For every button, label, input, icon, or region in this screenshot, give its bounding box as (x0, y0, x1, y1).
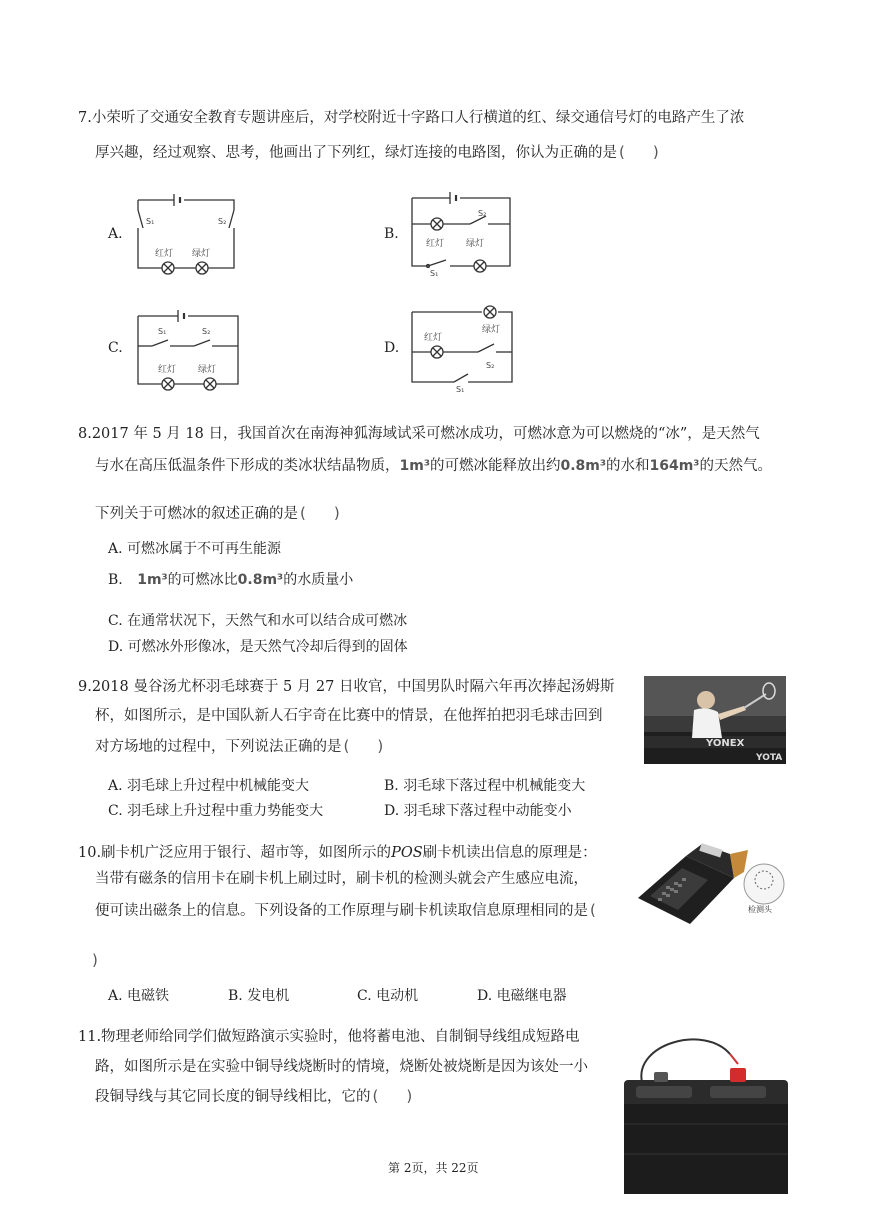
q8-option-d: D. 可燃冰外形像冰，是天然气冷却后得到的固体 (108, 639, 408, 655)
circuit-d-red-lamp-label: 红灯 (424, 333, 443, 343)
q10-paren-close-line (90, 950, 100, 971)
pos-detector-label: 检测头 (748, 905, 772, 914)
circuit-a-s1-label: S₁ (146, 217, 155, 226)
q9-option-a: A. 羽毛球上升过程中机械能变大 (108, 778, 310, 794)
q8-line2-c: 的水和 (606, 458, 650, 474)
q10-line1 (78, 843, 597, 863)
q9-line2: 杯，如图所示，是中国队新人石宇奇在比赛中的情景，在他挥拍把羽毛球击回到 (95, 708, 603, 724)
q10-pos-text: POS (391, 845, 423, 861)
circuit-diagram-c (130, 304, 246, 396)
q7-line2-text: 厚兴趣，经过观察、思考，他画出了下列红，绿灯连接的电路图，你认为正确的是 (95, 145, 617, 161)
badminton-player-photo (644, 676, 786, 764)
q7-option-b-label: B. (384, 226, 399, 242)
q9-line1: 9.2018 曼谷汤尤杯羽毛球赛于 5 月 27 日收官，中国男队时隔六年再次捧起汤姆斯 (78, 679, 615, 695)
q10-option-c: C. 电动机 (357, 988, 419, 1004)
car-battery-image (614, 1024, 798, 1196)
q10-option-a: A. 电磁铁 (108, 988, 170, 1004)
q11-line3 (95, 1086, 414, 1107)
q11-line1: 11.物理老师给同学们做短路演示实验时，他将蓄电池、自制铜导线组成短路电 (78, 1029, 580, 1045)
q10-line1-a: 10.刷卡机广泛应用于银行、超市等，如图所示的 (78, 845, 392, 861)
q8-option-b-unit-1m3: 1m³ (137, 572, 168, 588)
circuit-c-s1-label: S₁ (158, 327, 167, 336)
circuit-diagram-b (406, 188, 518, 278)
q8-unit-1m3: 1m³ (399, 458, 430, 474)
q8-option-b-end: 的水质量小 (283, 572, 354, 588)
circuit-a-s2-label: S₂ (218, 217, 227, 226)
circuit-b-green-lamp-label: 绿灯 (466, 239, 485, 249)
q8-option-b-unit-08m3: 0.8m³ (237, 572, 284, 588)
q8-option-b (108, 570, 353, 590)
pos-machine-image (630, 832, 790, 930)
q9-line3 (95, 736, 385, 757)
circuit-c-red-lamp-label: 红灯 (158, 365, 177, 375)
circuit-d-s2-label: S₂ (486, 361, 495, 370)
q8-line2-a: 与水在高压低温条件下形成的类冰状结晶物质， (95, 458, 400, 474)
q10-option-b: B. 发电机 (228, 988, 290, 1004)
q11-paren-open: ( (372, 1087, 379, 1105)
q8-line2 (95, 456, 772, 476)
circuit-b-red-lamp-label: 红灯 (426, 239, 445, 249)
q8-line2-b: 的可燃冰能释放出约 (429, 458, 561, 474)
circuit-b-s2-label: S₂ (478, 209, 487, 218)
q7-option-c-label: C. (108, 340, 123, 356)
q7-option-d-label: D. (384, 340, 400, 356)
q11-paren-close: ) (406, 1087, 413, 1105)
photo-sponsor-text-1: YONEX (706, 738, 745, 749)
q11-line3-text: 段铜导线与其它同长度的铜导线相比，它的 (95, 1089, 371, 1105)
q10-paren-close: ) (92, 951, 98, 969)
q7-paren-close: ) (652, 143, 659, 161)
q9-paren-open: ( (343, 737, 350, 755)
q11-line2: 路，如图所示是在实验中铜导线烧断时的情境，烧断处被烧断是因为该处一小 (95, 1059, 588, 1075)
q8-option-b-mid: 的可燃冰比 (167, 572, 238, 588)
q10-line2: 当带有磁条的信用卡在刷卡机上刷过时，刷卡机的检测头就会产生感应电流， (95, 871, 588, 887)
circuit-c-green-lamp-label: 绿灯 (198, 365, 217, 375)
page-footer: 第 2页，共 22页 (388, 1161, 479, 1175)
q8-option-a: A. 可燃冰属于不可再生能源 (108, 541, 282, 557)
photo-sponsor-text-2: YOTA (756, 753, 783, 763)
q8-paren-close: ) (333, 504, 340, 522)
q8-line1: 8.2017 年 5 月 18 日，我国首次在南海神狐海域试采可燃冰成功，可燃冰意为可以燃烧的“冰”，是天然气 (78, 426, 760, 442)
q9-option-d: D. 羽毛球下落过程中动能变小 (384, 803, 572, 819)
q9-paren-close: ) (377, 737, 384, 755)
q7-option-a-label: A. (108, 226, 123, 242)
q8-paren-open: ( (300, 504, 306, 522)
circuit-diagram-d (406, 300, 520, 394)
circuit-d-s1-label: S₁ (456, 385, 465, 394)
q8-unit-08m3: 0.8m³ (560, 458, 606, 474)
q7-line2 (95, 142, 661, 163)
circuit-a-green-lamp-label: 绿灯 (192, 249, 211, 259)
q10-line1-b: 刷卡机读出信息的原理是： (422, 845, 597, 861)
q10-option-d: D. 电磁继电器 (477, 988, 567, 1004)
q10-line3 (95, 900, 598, 921)
q10-paren-open: ( (590, 901, 596, 919)
q8-line3 (95, 503, 342, 524)
q9-option-b: B. 羽毛球下落过程中机械能变大 (384, 778, 586, 794)
q10-line3-text: 便可读出磁条上的信息。下列设备的工作原理与刷卡机读取信息原理相同的是 (95, 903, 588, 919)
circuit-a-red-lamp-label: 红灯 (155, 249, 174, 259)
q9-line3-text: 对方场地的过程中，下列说法正确的是 (95, 739, 342, 755)
q8-unit-164m3: 164m³ (649, 458, 700, 474)
circuit-c-s2-label: S₂ (202, 327, 211, 336)
circuit-b-s1-label: S₁ (430, 269, 439, 278)
q8-option-b-label: B. (108, 572, 123, 588)
q8-line3-text: 下列关于可燃冰的叙述正确的是 (95, 506, 298, 522)
q7-paren-open: ( (619, 143, 625, 161)
q9-option-c: C. 羽毛球上升过程中重力势能变大 (108, 803, 324, 819)
q7-line1: 7.小荣听了交通安全教育专题讲座后，对学校附近十字路口人行横道的红、绿交通信号灯的电路产生了浓 (78, 110, 745, 126)
circuit-d-green-lamp-label: 绿灯 (482, 325, 501, 335)
circuit-diagram-a (130, 188, 242, 280)
q8-option-c: C. 在通常状况下，天然气和水可以结合成可燃冰 (108, 613, 408, 629)
q8-line2-d: 的天然气。 (699, 458, 772, 474)
